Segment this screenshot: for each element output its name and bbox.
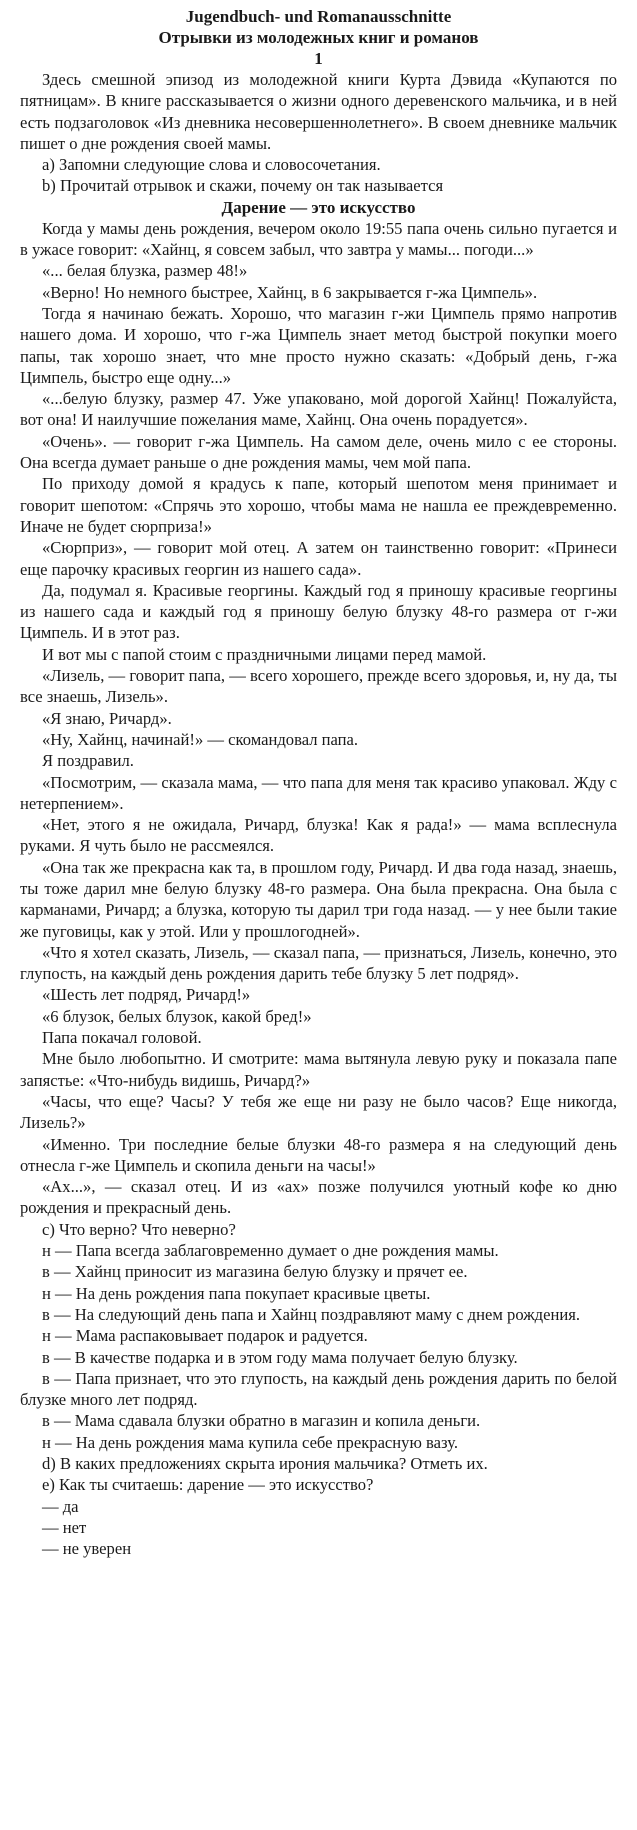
story-paragraph: Когда у мамы день рождения, вечером около 19:55 папа очень сильно пугается и в ужасе говорит: «Хайнц, я совсем забыл, что завтра у мамы... погоди...» — [20, 218, 617, 260]
true-false-statement: в — Папа признает, что это глупость, на каждый день рождения дарить по белой блузке много лет подряд. — [20, 1368, 617, 1410]
true-false-statement: в — На следующий день папа и Хайнц поздравляют маму с днем рождения. — [42, 1304, 581, 1324]
story-paragraph: Мне было любопытно. И смотрите: мама вытянула левую руку и показала папе запястье: «Что-нибудь видишь, Ричард?» — [20, 1049, 617, 1090]
story-paragraph: «Сюрприз», — говорит мой отец. А затем он таинственно говорит: «Принеси еще парочку красивых георгин из нашего сада». — [20, 538, 617, 579]
task-d: d) В каких предложениях скрыта ирония мальчика? Отметь их. — [42, 1454, 488, 1473]
story-paragraph: «Шесть лет подряд, Ричард!» — [42, 985, 251, 1005]
true-false-statement: в — Мама сдавала блузки обратно в магазин и копила деньги. — [42, 1411, 481, 1431]
section-number: 1 — [314, 49, 323, 68]
story-paragraph: «Лизель, — говорит папа, — всего хорошего, прежде всего здоровья, и, ну да, ты все знаешь, Лизель». — [20, 666, 617, 707]
story-paragraph: «... белая блузка, размер 48!» — [42, 261, 248, 281]
story-paragraph: «Посмотрим, — сказала мама, — что папа для меня так красиво упаковал. Жду с нетерпением». — [20, 772, 617, 813]
story-paragraph: «6 блузок, белых блузок, какой бред!» — [42, 1006, 312, 1026]
task-c: с) Что верно? Что неверно? — [42, 1219, 236, 1239]
story-paragraph: «Нет, этого я не ожидала, Ричард, блузка! Как я рада!» — мама всплеснула руками. Я чуть было не рассмеялся. — [20, 815, 617, 856]
true-false-statement: в — В качестве подарка и в этом году мама получает белую блузку. — [42, 1347, 518, 1367]
task-e: е) Как ты считаешь: дарение — это искусство? — [42, 1475, 374, 1495]
true-false-statement: н — На день рождения мама купила себе прекрасную вазу. — [42, 1432, 458, 1452]
story-paragraph: Папа покачал головой. — [42, 1028, 202, 1048]
story-paragraph: «Именно. Три последние белые блузки 48-го размера я на следующий день отнесла г-же Цимпель и скопила деньги на часы!» — [20, 1134, 617, 1175]
answer-option: — да — [42, 1496, 79, 1516]
task-a: а) Запомни следующие слова и словосочетания. — [42, 155, 381, 175]
true-false-statement: н — На день рождения папа покупает красивые цветы. — [42, 1283, 431, 1303]
story-paragraph: Тогда я начинаю бежать. Хорошо, что магазин г-жи Цимпель прямо напротив нашего дома. И хорошо, что г-жа Цимпель знает метод быстрой покупки моего папы, так хорошо знает, что мне просто нужно сказать: «Добрый день, г-жа Цимпель, быстро еще одну...» — [20, 303, 617, 387]
true-false-statement: н — Мама распаковывает подарок и радуется. — [42, 1326, 368, 1346]
story-paragraph: Да, подумал я. Красивые георгины. Каждый год я приношу красивые георгины из нашего сада и каждый год я приношу белую блузку 48-го размера от г-жи Цимпель. И в этот раз. — [20, 580, 617, 643]
answer-option: — не уверен — [42, 1539, 132, 1559]
story-paragraph: «Она так же прекрасна как та, в прошлом году, Ричард. И два года назад, знаешь, ты тоже дарил мне белую блузку 48-го размера. Она была прекрасна. Она была с карманами, Ричард; а блузка, которую ты дарил три года назад. — у нее были такие же пуговицы, как у этой. Или у прошлогодней». — [20, 857, 617, 941]
story-paragraph: «Ну, Хайнц, начинай!» — скомандовал папа. — [42, 729, 359, 749]
header-title-de: Jugendbuch- und Romanausschnitte — [185, 7, 452, 26]
task-b: b) Прочитай отрывок и скажи, почему он так называется — [42, 176, 444, 196]
story-paragraph: «Верно! Но немного быстрее, Хайнц, в 6 закрывается г-жа Цимпель». — [42, 282, 538, 302]
story-paragraph: «...белую блузку, размер 47. Уже упаковано, мой дорогой Хайнц! Пожалуйста, вот она! И наилучшие пожелания маме, Хайнц. Она очень порадуется». — [20, 389, 617, 430]
story-paragraph: «Часы, что еще? Часы? У тебя же еще ни разу не было часов? Еще никогда, Лизель?» — [20, 1091, 617, 1133]
answer-option: — нет — [42, 1517, 87, 1537]
true-false-statement: в — Хайнц приносит из магазина белую блузку и прячет ее. — [42, 1262, 468, 1282]
story-paragraph: «Очень». — говорит г-жа Цимпель. На самом деле, очень мило с ее стороны. Она всегда думает раньше о дне рождения мамы, чем мой папа. — [20, 431, 617, 473]
story-paragraph: По приходу домой я крадусь к папе, который шепотом меня принимает и говорит шепотом: «Спрячь это хорошо, чтобы мама не нашла ее преждевременно. Иначе не будет сюрприза!» — [20, 474, 617, 536]
story-title: Дарение — это искусство — [221, 197, 416, 217]
true-false-statement: н — Папа всегда заблаговременно думает о дне рождения мамы. — [42, 1241, 499, 1261]
story-paragraph: Я поздравил. — [42, 751, 134, 771]
story-paragraph: И вот мы с папой стоим с праздничными лицами перед мамой. — [42, 644, 487, 664]
story-paragraph: «Что я хотел сказать, Лизель, — сказал папа, — признаться, Лизель, конечно, это глупость, на каждый день рождения дарить тебе блузку 5 лет подряд». — [20, 942, 617, 984]
story-paragraph: «Ах...», — сказал отец. И из «ах» позже получился уютный кофе ко дню рождения и прекрасный день. — [20, 1177, 617, 1218]
intro-paragraph: Здесь смешной эпизод из молодежной книги Курта Дэвида «Купаются по пятницам». В книге рассказывается о жизни одного деревенского мальчика, и в ней есть подзаголовок «Из дневника несовершеннолетнего». В своем дневнике мальчик пишет о дне рождения своей мамы. — [20, 70, 617, 153]
header-title-ru: Отрывки из молодежных книг и романов — [158, 28, 479, 47]
story-paragraph: «Я знаю, Ричард». — [42, 708, 172, 728]
